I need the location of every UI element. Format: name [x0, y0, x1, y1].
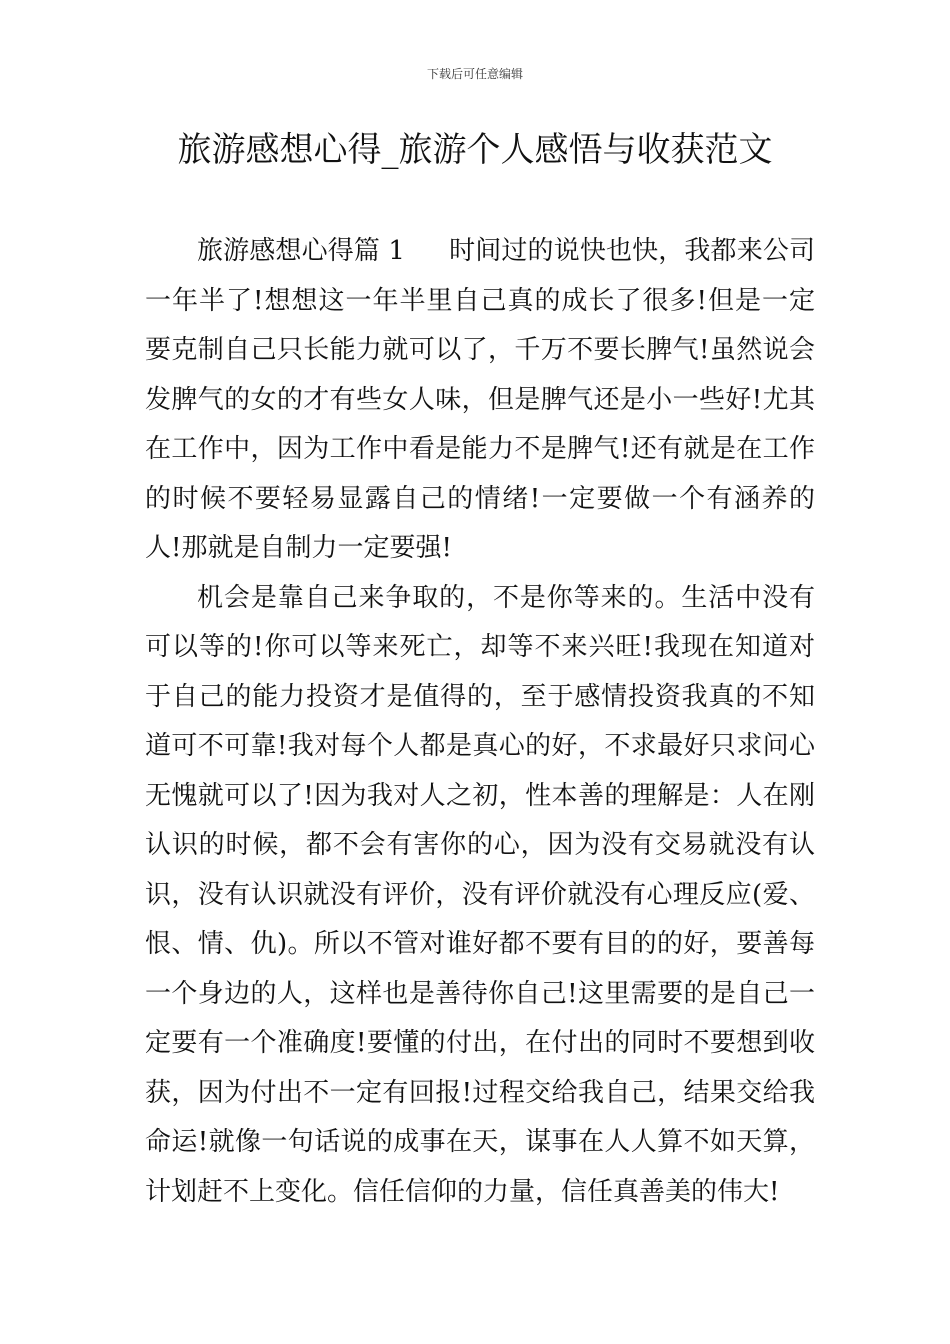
- paragraph-1-text: 时间过的说快也快，我都来公司一年半了!想想这一年半里自己真的成长了很多!但是一定要克制自己只长能力就可以了，千万不要长脾气!虽然说会发脾气的女的才有些女人味，但是脾气还是小一些好!尤其在工作中，因为工作中看是能力不是脾气!还有就是在工作的时候不要轻易显露自己的情绪!一定要做一个有涵养的人!那就是自制力一定要强!: [145, 236, 815, 563]
- paragraph-2: 机会是靠自己来争取的，不是你等来的。生活中没有可以等的!你可以等来死亡，却等不来兴旺!我现在知道对于自己的能力投资才是值得的，至于感情投资我真的不知道可不可靠!我对每个人都是真心的好，不求最好只求问心无愧就可以了!因为我对人之初，性本善的理解是：人在刚认识的时候，都不会有害你的心，因为没有交易就没有认识，没有认识就没有评价，没有评价就没有心理反应(爱、恨、情、仇)。所以不管对谁好都不要有目的的好，要善每一个身边的人，这样也是善待你自己!这里需要的是自己一定要有一个准确度!要懂的付出，在付出的同时不要想到收获，因为付出不一定有回报!过程交给我自己，结果交给我命运!就像一句话说的成事在天，谋事在人人算不如天算，计划赶不上变化。信任信仰的力量，信任真善美的伟大!: [145, 582, 815, 1207]
- section-heading: 旅游感想心得篇 1: [197, 236, 405, 266]
- document-body: [145, 227, 815, 1217]
- document-title: 旅游感想心得_旅游个人感悟与收获范文: [177, 130, 773, 170]
- page-header-note: 下载后可任意编辑: [426, 67, 523, 81]
- paragraph-1: [145, 227, 815, 574]
